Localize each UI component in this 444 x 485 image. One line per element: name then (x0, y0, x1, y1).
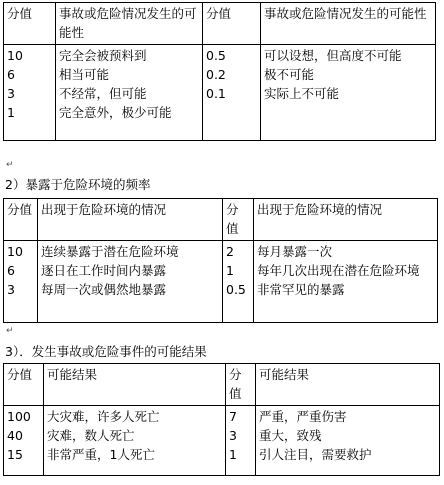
score-value: 1 (229, 447, 237, 462)
score-value: 3 (229, 428, 237, 443)
score-cell (226, 406, 256, 476)
header-cell: 事故或危险情况发生的可能性 (261, 3, 436, 45)
description: 严重，严重伤害 (259, 409, 347, 424)
description-cell (261, 45, 436, 141)
description: 逐日在工作时间内暴露 (41, 263, 167, 278)
score-value: 3 (7, 86, 15, 101)
description: 非常严重，1人死亡 (47, 447, 155, 462)
header-cell: 分值 (4, 3, 56, 45)
score-value: 2 (226, 244, 234, 259)
table-header-row (4, 199, 438, 241)
section-title: 2）暴露于危险环境的频率 (5, 177, 151, 192)
header-cell: 事故或危险情况发生的可能性 (56, 3, 203, 45)
score-cell (4, 241, 38, 323)
description: 引人注目，需要救护 (259, 447, 372, 462)
header-cell: 可能结果 (44, 364, 226, 406)
table-row (4, 45, 436, 141)
description: 不经常，但可能 (59, 86, 147, 101)
description: 大灾难，许多人死亡 (47, 409, 160, 424)
header-cell: 分值 (226, 364, 256, 406)
header-cell: 可能结果 (256, 364, 440, 406)
score-cell (4, 45, 56, 141)
header-cell: 分值 (4, 199, 38, 241)
paragraph-mark: ↵ (6, 160, 14, 170)
score-value: 10 (7, 48, 23, 63)
description: 重大，致残 (259, 428, 322, 443)
description: 完全会被预料到 (59, 48, 147, 63)
description: 每月暴露一次 (257, 244, 333, 259)
description: 每年几次出现在潜在危险环境 (257, 263, 420, 278)
table-row (4, 406, 440, 476)
score-value: 0.5 (206, 48, 226, 63)
table-row (4, 241, 438, 323)
score-value: 6 (7, 263, 15, 278)
header-cell: 出现于危险环境的情况 (38, 199, 223, 241)
score-value: 7 (229, 409, 237, 424)
score-value: 100 (7, 409, 31, 424)
description: 每周一次或偶然地暴露 (41, 282, 167, 297)
description: 完全意外，极少可能 (59, 105, 172, 120)
header-cell: 分值 (223, 199, 254, 241)
description-cell (38, 241, 223, 323)
header-cell: 出现于危险环境的情况 (254, 199, 438, 241)
description: 可以设想，但高度不可能 (264, 48, 402, 63)
section-title: 3）．发生事故或危险事件的可能结果 (5, 344, 207, 359)
score-value: 15 (7, 447, 23, 462)
score-value: 0.1 (206, 86, 226, 101)
likelihood-table (3, 2, 436, 141)
score-value: 10 (7, 244, 23, 259)
table-header-row (4, 3, 436, 45)
description-cell (256, 406, 440, 476)
paragraph-mark: ↵ (6, 326, 14, 336)
score-value: 0.2 (206, 67, 226, 82)
score-cell (223, 241, 254, 323)
header-cell: 分值 (203, 3, 261, 45)
description: 相当可能 (59, 67, 110, 82)
description-cell (254, 241, 438, 323)
score-value: 6 (7, 67, 15, 82)
description: 连续暴露于潜在危险环境 (41, 244, 179, 259)
score-cell (4, 406, 44, 476)
score-value: 1 (7, 105, 15, 120)
score-value: 0.5 (226, 282, 246, 297)
description-cell (44, 406, 226, 476)
description-cell (56, 45, 203, 141)
table-header-row (4, 364, 440, 406)
score-value: 3 (7, 282, 15, 297)
description: 灾难，数人死亡 (47, 428, 135, 443)
score-cell (203, 45, 261, 141)
description: 极不可能 (264, 67, 315, 82)
exposure-table (3, 198, 438, 323)
description: 非常罕见的暴露 (257, 282, 345, 297)
score-value: 1 (226, 263, 234, 278)
header-cell: 分值 (4, 364, 44, 406)
score-value: 40 (7, 428, 23, 443)
consequence-table (3, 363, 440, 476)
description: 实际上不可能 (264, 86, 340, 101)
